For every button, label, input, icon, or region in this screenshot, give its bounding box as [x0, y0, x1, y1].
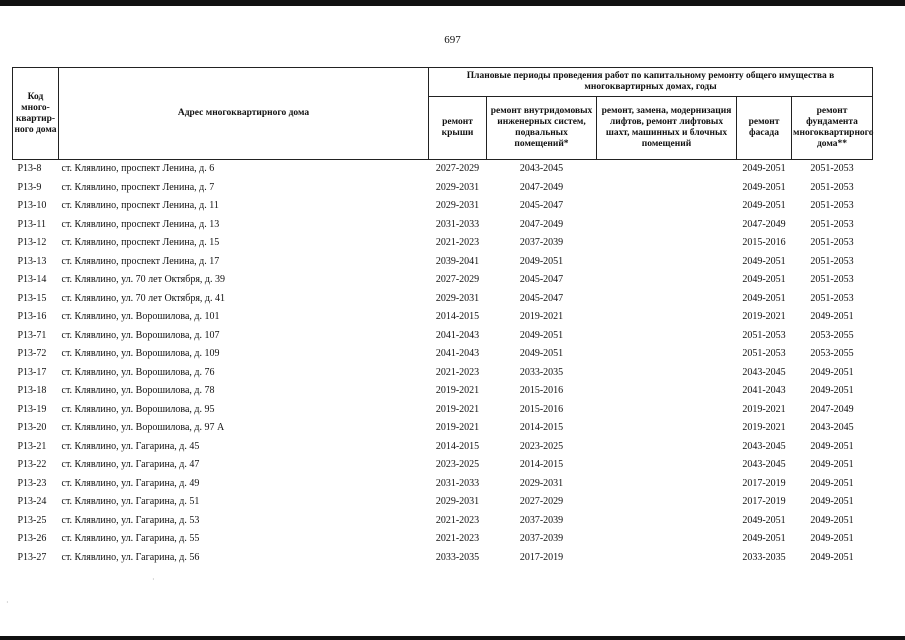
- cell-engineering: 2049-2051: [519, 255, 564, 267]
- cell-code: P13-19: [17, 403, 47, 415]
- cell-elevators: [597, 419, 737, 438]
- cell-elevators: [597, 475, 737, 494]
- cell-roof: 2021-2023: [435, 533, 480, 545]
- cell-roof: 2029-2031: [435, 496, 480, 508]
- cell-foundation: 2049-2051: [810, 385, 854, 397]
- cell-foundation: 2049-2051: [810, 496, 854, 508]
- cell-facade: 2047-2049: [742, 218, 786, 230]
- cell-address: ст. Клявлино, ул. Гагарина, д. 51: [61, 496, 200, 508]
- cell-facade: 2019-2021: [742, 403, 786, 415]
- cell-foundation: 2051-2053: [810, 181, 854, 193]
- table-row: [13, 179, 873, 198]
- cell-code: P13-23: [17, 477, 47, 489]
- cell-roof: 2014-2015: [435, 440, 480, 452]
- cell-code: P13-10: [17, 200, 47, 212]
- cell-address: ст. Клявлино, проспект Ленина, д. 15: [61, 237, 220, 249]
- cell-elevators: [597, 493, 737, 512]
- cell-facade: 2015-2016: [742, 237, 786, 249]
- table-row: [13, 382, 873, 401]
- cell-code: P13-8: [17, 163, 42, 175]
- cell-foundation: 2051-2053: [810, 218, 854, 230]
- cell-elevators: [597, 438, 737, 457]
- cell-foundation: 2049-2051: [810, 477, 854, 489]
- cell-foundation: 2053-2055: [810, 329, 854, 341]
- cell-address: ст. Клявлино, проспект Ленина, д. 13: [61, 218, 220, 230]
- cell-elevators: [597, 308, 737, 327]
- cell-engineering: 2037-2039: [519, 533, 564, 545]
- cell-roof: 2033-2035: [435, 551, 480, 563]
- cell-address: ст. Клявлино, ул. Ворошилова, д. 78: [61, 385, 215, 397]
- header-facade: ремонт фасада: [737, 97, 792, 160]
- cell-elevators: [597, 290, 737, 309]
- cell-roof: 2029-2031: [435, 292, 480, 304]
- cell-foundation: 2053-2055: [810, 348, 854, 360]
- scan-bottom-border: [0, 636, 905, 640]
- header-code: Код много-квартир-ного дома: [13, 68, 59, 160]
- header-engineering: ремонт внутридомовых инженерных систем, подвальных помещений*: [487, 97, 597, 160]
- cell-foundation: 2049-2051: [810, 440, 854, 452]
- cell-roof: 2031-2033: [435, 218, 480, 230]
- cell-code: P13-17: [17, 366, 47, 378]
- cell-facade: 2019-2021: [742, 311, 786, 323]
- cell-address: ст. Клявлино, ул. Гагарина, д. 47: [61, 459, 200, 471]
- cell-address: ст. Клявлино, ул. Ворошилова, д. 95: [61, 403, 215, 415]
- cell-code: P13-21: [17, 440, 47, 452]
- cell-roof: 2019-2021: [435, 422, 480, 434]
- table-row: [13, 197, 873, 216]
- cell-engineering: 2049-2051: [519, 348, 564, 360]
- cell-facade: 2043-2045: [742, 440, 786, 452]
- cell-elevators: [597, 160, 737, 179]
- cell-roof: 2014-2015: [435, 311, 480, 323]
- cell-code: P13-12: [17, 237, 47, 249]
- cell-engineering: 2033-2035: [519, 366, 564, 378]
- cell-elevators: [597, 530, 737, 549]
- cell-engineering: 2049-2051: [519, 329, 564, 341]
- cell-foundation: 2051-2053: [810, 237, 854, 249]
- cell-roof: 2029-2031: [435, 181, 480, 193]
- cell-foundation: 2043-2045: [810, 422, 854, 434]
- cell-address: ст. Клявлино, ул. Гагарина, д. 45: [61, 440, 200, 452]
- header-elevators: ремонт, замена, модернизация лифтов, ремонт лифтовых шахт, машинных и блочных помещений: [597, 97, 737, 160]
- cell-roof: 2021-2023: [435, 514, 480, 526]
- cell-engineering: 2045-2047: [519, 292, 564, 304]
- cell-facade: 2019-2021: [742, 422, 786, 434]
- cell-address: ст. Клявлино, проспект Ленина, д. 11: [61, 200, 219, 212]
- cell-engineering: 2037-2039: [519, 514, 564, 526]
- cell-engineering: 2047-2049: [519, 181, 564, 193]
- cell-address: ст. Клявлино, ул. Ворошилова, д. 107: [61, 329, 220, 341]
- cell-facade: 2033-2035: [742, 551, 786, 563]
- cell-code: P13-11: [17, 218, 47, 230]
- cell-facade: 2049-2051: [742, 274, 786, 286]
- cell-facade: 2041-2043: [742, 385, 786, 397]
- cell-elevators: [597, 549, 737, 568]
- cell-facade: 2017-2019: [742, 496, 786, 508]
- cell-code: P13-27: [17, 551, 47, 563]
- cell-foundation: 2051-2053: [810, 255, 854, 267]
- scan-speck: ·: [152, 575, 155, 584]
- cell-code: P13-71: [17, 329, 47, 341]
- cell-facade: 2049-2051: [742, 181, 786, 193]
- cell-facade: 2049-2051: [742, 514, 786, 526]
- cell-facade: 2049-2051: [742, 200, 786, 212]
- cell-roof: 2021-2023: [435, 366, 480, 378]
- cell-code: P13-22: [17, 459, 47, 471]
- cell-roof: 2021-2023: [435, 237, 480, 249]
- cell-facade: 2049-2051: [742, 255, 786, 267]
- table-row: [13, 475, 873, 494]
- cell-code: P13-14: [17, 274, 47, 286]
- cell-elevators: [597, 327, 737, 346]
- cell-foundation: 2049-2051: [810, 514, 854, 526]
- header-address: Адрес многоквартирного дома: [59, 68, 429, 160]
- cell-facade: 2051-2053: [742, 329, 786, 341]
- cell-address: ст. Клявлино, ул. Ворошилова, д. 97 А: [61, 422, 225, 434]
- header-foundation: ремонт фундамента многоквартирного дома**: [792, 97, 873, 160]
- cell-code: P13-9: [17, 181, 42, 193]
- table-row: [13, 327, 873, 346]
- table-row: [13, 493, 873, 512]
- cell-engineering: 2045-2047: [519, 200, 564, 212]
- cell-elevators: [597, 512, 737, 531]
- cell-elevators: [597, 253, 737, 272]
- cell-code: P13-18: [17, 385, 47, 397]
- cell-roof: 2027-2029: [435, 163, 480, 175]
- scan-top-border: [0, 0, 905, 6]
- cell-address: ст. Клявлино, ул. 70 лет Октября, д. 39: [61, 274, 226, 286]
- cell-address: ст. Клявлино, ул. Гагарина, д. 53: [61, 514, 200, 526]
- cell-elevators: [597, 456, 737, 475]
- cell-elevators: [597, 271, 737, 290]
- cell-engineering: 2029-2031: [519, 477, 564, 489]
- cell-engineering: 2043-2045: [519, 163, 564, 175]
- cell-address: ст. Клявлино, проспект Ленина, д. 7: [61, 181, 215, 193]
- table-row: [13, 160, 873, 179]
- cell-roof: 2031-2033: [435, 477, 480, 489]
- cell-engineering: 2017-2019: [519, 551, 564, 563]
- table-row: [13, 345, 873, 364]
- cell-code: P13-13: [17, 255, 47, 267]
- table-row: [13, 216, 873, 235]
- cell-engineering: 2019-2021: [519, 311, 564, 323]
- cell-roof: 2041-2043: [435, 348, 480, 360]
- cell-address: ст. Клявлино, ул. Гагарина, д. 49: [61, 477, 200, 489]
- cell-elevators: [597, 216, 737, 235]
- cell-engineering: 2023-2025: [519, 440, 564, 452]
- cell-facade: 2017-2019: [742, 477, 786, 489]
- cell-foundation: 2051-2053: [810, 292, 854, 304]
- table-row: [13, 512, 873, 531]
- cell-facade: 2049-2051: [742, 163, 786, 175]
- cell-roof: 2023-2025: [435, 459, 480, 471]
- cell-facade: 2049-2051: [742, 292, 786, 304]
- table-row: [13, 308, 873, 327]
- cell-roof: 2029-2031: [435, 200, 480, 212]
- cell-foundation: 2051-2053: [810, 274, 854, 286]
- cell-engineering: 2047-2049: [519, 218, 564, 230]
- cell-roof: 2041-2043: [435, 329, 480, 341]
- table-row: [13, 438, 873, 457]
- cell-facade: 2051-2053: [742, 348, 786, 360]
- header-planned-periods: Плановые периоды проведения работ по капитальному ремонту общего имущества в многоквартирных домах, годы: [429, 68, 873, 97]
- cell-roof: 2027-2029: [435, 274, 480, 286]
- cell-code: P13-20: [17, 422, 47, 434]
- cell-roof: 2019-2021: [435, 403, 480, 415]
- cell-foundation: 2049-2051: [810, 551, 854, 563]
- cell-address: ст. Клявлино, ул. 70 лет Октября, д. 41: [61, 292, 226, 304]
- cell-engineering: 2015-2016: [519, 403, 564, 415]
- cell-code: P13-25: [17, 514, 47, 526]
- cell-facade: 2043-2045: [742, 366, 786, 378]
- cell-engineering: 2015-2016: [519, 385, 564, 397]
- cell-foundation: 2049-2051: [810, 459, 854, 471]
- table-body: [13, 160, 873, 568]
- scan-speck: ·: [6, 598, 9, 607]
- cell-foundation: 2049-2051: [810, 366, 854, 378]
- table-row: [13, 271, 873, 290]
- cell-address: ст. Клявлино, ул. Ворошилова, д. 76: [61, 366, 215, 378]
- cell-address: ст. Клявлино, ул. Ворошилова, д. 101: [61, 311, 220, 323]
- cell-code: P13-16: [17, 311, 47, 323]
- table-row: [13, 234, 873, 253]
- cell-elevators: [597, 401, 737, 420]
- cell-address: ст. Клявлино, проспект Ленина, д. 6: [61, 163, 215, 175]
- cell-foundation: 2049-2051: [810, 311, 854, 323]
- cell-elevators: [597, 382, 737, 401]
- cell-code: P13-15: [17, 292, 47, 304]
- cell-foundation: 2051-2053: [810, 163, 854, 175]
- page-number: 697: [444, 34, 461, 46]
- cell-address: ст. Клявлино, ул. Ворошилова, д. 109: [61, 348, 220, 360]
- cell-address: ст. Клявлино, ул. Гагарина, д. 56: [61, 551, 200, 563]
- table-row: [13, 401, 873, 420]
- cell-elevators: [597, 179, 737, 198]
- header-roof: ремонт крыши: [429, 97, 487, 160]
- table-row: [13, 290, 873, 309]
- cell-code: P13-72: [17, 348, 47, 360]
- cell-foundation: 2047-2049: [810, 403, 854, 415]
- table-row: [13, 253, 873, 272]
- cell-code: P13-26: [17, 533, 47, 545]
- cell-foundation: 2051-2053: [810, 200, 854, 212]
- cell-engineering: 2014-2015: [519, 459, 564, 471]
- cell-elevators: [597, 364, 737, 383]
- capital-repair-table: [12, 67, 873, 567]
- cell-roof: 2039-2041: [435, 255, 480, 267]
- cell-engineering: 2045-2047: [519, 274, 564, 286]
- cell-roof: 2019-2021: [435, 385, 480, 397]
- cell-elevators: [597, 234, 737, 253]
- cell-code: P13-24: [17, 496, 47, 508]
- cell-foundation: 2049-2051: [810, 533, 854, 545]
- table-row: [13, 549, 873, 568]
- cell-facade: 2043-2045: [742, 459, 786, 471]
- table-row: [13, 419, 873, 438]
- cell-address: ст. Клявлино, ул. Гагарина, д. 55: [61, 533, 200, 545]
- cell-engineering: 2027-2029: [519, 496, 564, 508]
- cell-facade: 2049-2051: [742, 533, 786, 545]
- table-row: [13, 364, 873, 383]
- cell-engineering: 2014-2015: [519, 422, 564, 434]
- table-row: [13, 530, 873, 549]
- table-row: [13, 456, 873, 475]
- cell-elevators: [597, 345, 737, 364]
- cell-address: ст. Клявлино, проспект Ленина, д. 17: [61, 255, 220, 267]
- cell-elevators: [597, 197, 737, 216]
- cell-engineering: 2037-2039: [519, 237, 564, 249]
